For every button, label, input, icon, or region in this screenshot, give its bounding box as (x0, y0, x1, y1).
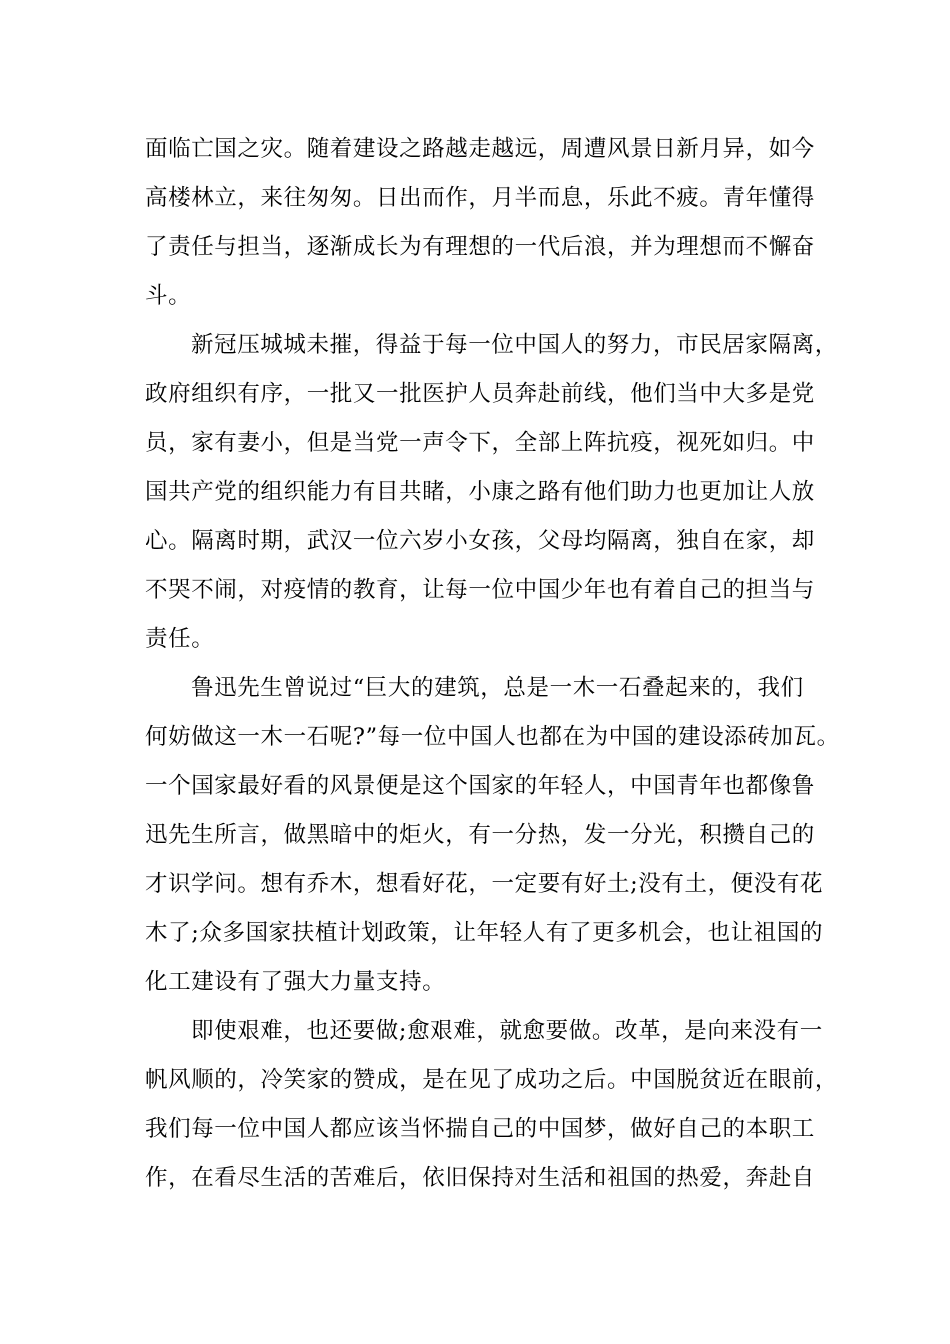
text-line: 鲁迅先生曾说过“巨大的建筑，总是一木一石叠起来的，我们 (191, 675, 804, 701)
text-line: 了责任与担当，逐渐成长为有理想的一代后浪，并为理想而不懈奋 (145, 234, 815, 260)
text-line: 国共产党的组织能力有目共睹，小康之路有他们助力也更加让人放 (145, 479, 815, 505)
paragraph-1 (145, 125, 815, 321)
document-body (145, 125, 840, 1203)
text-line: 高楼林立，来往匆匆。日出而作，月半而息，乐此不疲。青年懂得 (145, 185, 815, 211)
text-line: 作，在看尽生活的苦难后，依旧保持对生活和祖国的热爱，奔赴自 (145, 1165, 815, 1191)
text-line: 我们每一位中国人都应该当怀揣自己的中国梦，做好自己的本职工 (145, 1116, 815, 1142)
text-line: 化工建设有了强大力量支持。 (145, 969, 446, 995)
text-line: 才识学问。想有乔木，想看好花，一定要有好土;没有土，便没有花 (145, 871, 824, 897)
text-line: 心。隔离时期，武汉一位六岁小女孩，父母均隔离，独自在家，却 (145, 528, 815, 554)
text-line: 木了;众多国家扶植计划政策，让年轻人有了更多机会，也让祖国的 (145, 920, 824, 946)
text-line: 一个国家最好看的风景便是这个国家的年轻人，中国青年也都像鲁 (145, 773, 815, 799)
paragraph-3 (145, 664, 840, 1007)
text-line: 责任。 (145, 626, 215, 652)
text-line: 不哭不闹，对疫情的教育，让每一位中国少年也有着自己的担当与 (145, 577, 815, 603)
text-line: 何妨做这一木一石呢?”每一位中国人也都在为中国的建设添砖加瓦。 (145, 724, 840, 750)
text-line: 即使艰难，也还要做;愈艰难，就愈要做。改革，是向来没有一 (191, 1018, 823, 1044)
text-line: 斗。 (145, 283, 192, 309)
text-line: 迅先生所言，做黑暗中的炬火，有一分热，发一分光，积攒自己的 (145, 822, 815, 848)
paragraph-4 (145, 1007, 839, 1203)
text-line: 政府组织有序，一批又一批医护人员奔赴前线，他们当中大多是党 (145, 381, 815, 407)
text-line: 新冠压城城未摧，得益于每一位中国人的努力，市民居家隔离， (191, 332, 838, 358)
text-line: 帆风顺的，冷笑家的赞成，是在见了成功之后。中国脱贫近在眼前， (145, 1067, 839, 1093)
paragraph-2 (145, 321, 838, 664)
text-line: 面临亡国之灾。随着建设之路越走越远，周遭风景日新月异，如今 (145, 136, 815, 162)
text-line: 员，家有妻小，但是当党一声令下，全部上阵抗疫，视死如归。中 (145, 430, 815, 456)
